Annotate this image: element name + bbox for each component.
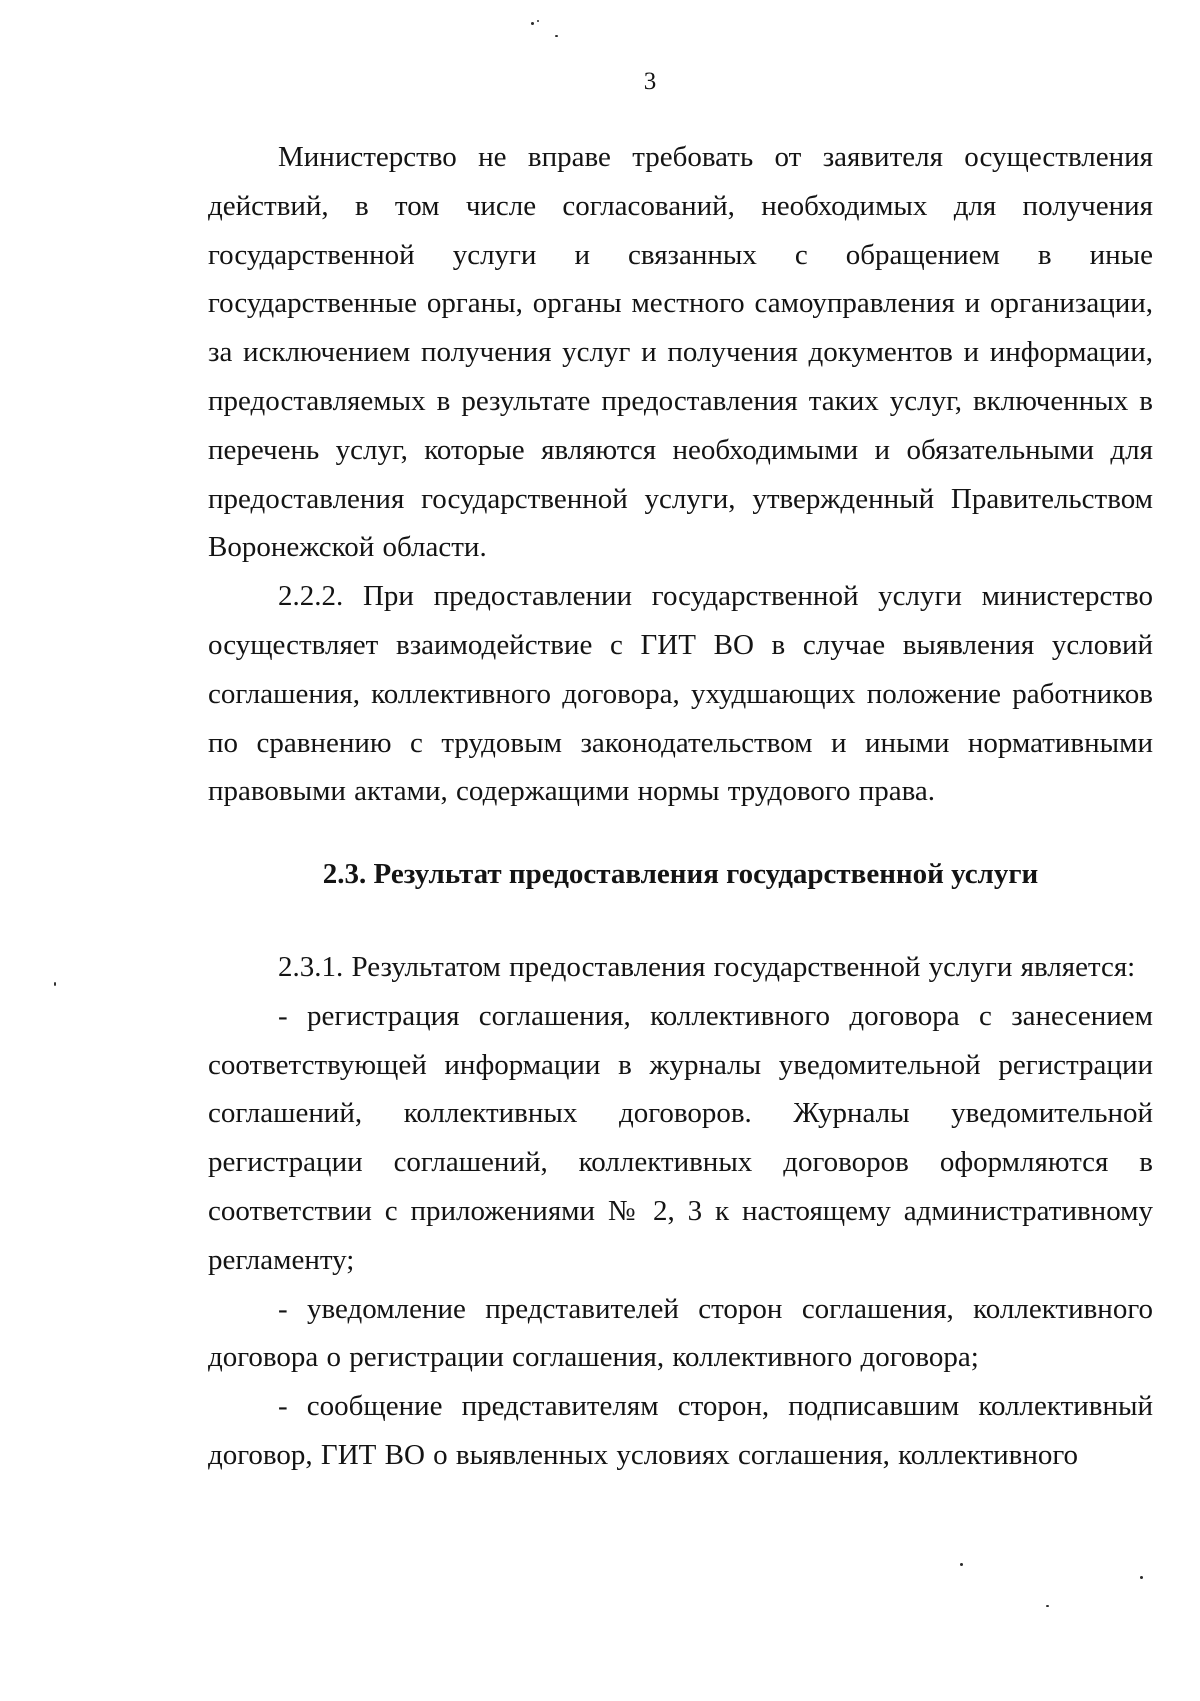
scan-speck [1140, 1576, 1143, 1579]
scan-speck [1046, 1605, 1049, 1607]
list-item: - регистрация соглашения, коллективного договора с занесением соответствующей информации в журналы уведомительной регистрации соглашений, коллективных договоров. Журналы уведомительной регистрации соглашений, коллективных договоров оформляются в соответствии с приложениями № 2, 3 к настоящему административному регламенту; [208, 999, 1153, 1276]
paragraph: Министерство не вправе требовать от заявителя осуществления действий, в том числе согласований, необходимых для получения государственной услуги и связанных с обращением в иные государственные органы, органы местного самоуправления и организации, за исключением получения услуг и получения документов и информации, предоставляемых в результате предоставления таких услуг, включенных в перечень услуг, которые являются необходимыми и обязательными для предоставления государственной услуги, утвержденный Правительством Воронежской области. [208, 141, 1153, 564]
scan-speck [537, 20, 539, 22]
list-item: - сообщение представителям сторон, подписавшим коллективный договор, ГИТ ВО о выявленных условиях соглашения, коллективного [208, 1390, 1153, 1471]
paragraph: 2.3.1. Результатом предоставления государственной услуги является: [278, 950, 1136, 983]
section-heading: 2.3. Результат предоставления государственной услуги [322, 858, 1039, 891]
paragraph: 2.2.2. При предоставлении государственной услуги министерство осуществляет взаимодействие с ГИТ ВО в случае выявления условий соглашения, коллективного договора, ухудшающих положение работников по сравнению с трудовым законодательством и иными нормативными правовыми актами, содержащими нормы трудового права. [208, 580, 1153, 808]
scan-speck [960, 1563, 963, 1566]
scan-speck [555, 35, 558, 37]
page-number: 3 [643, 68, 657, 95]
document-body [208, 133, 1153, 1480]
list-item: - уведомление представителей сторон соглашения, коллективного договора о регистрации соглашения, коллективного договора; [208, 1292, 1153, 1374]
scan-speck [531, 22, 534, 25]
scan-speck [54, 982, 56, 986]
